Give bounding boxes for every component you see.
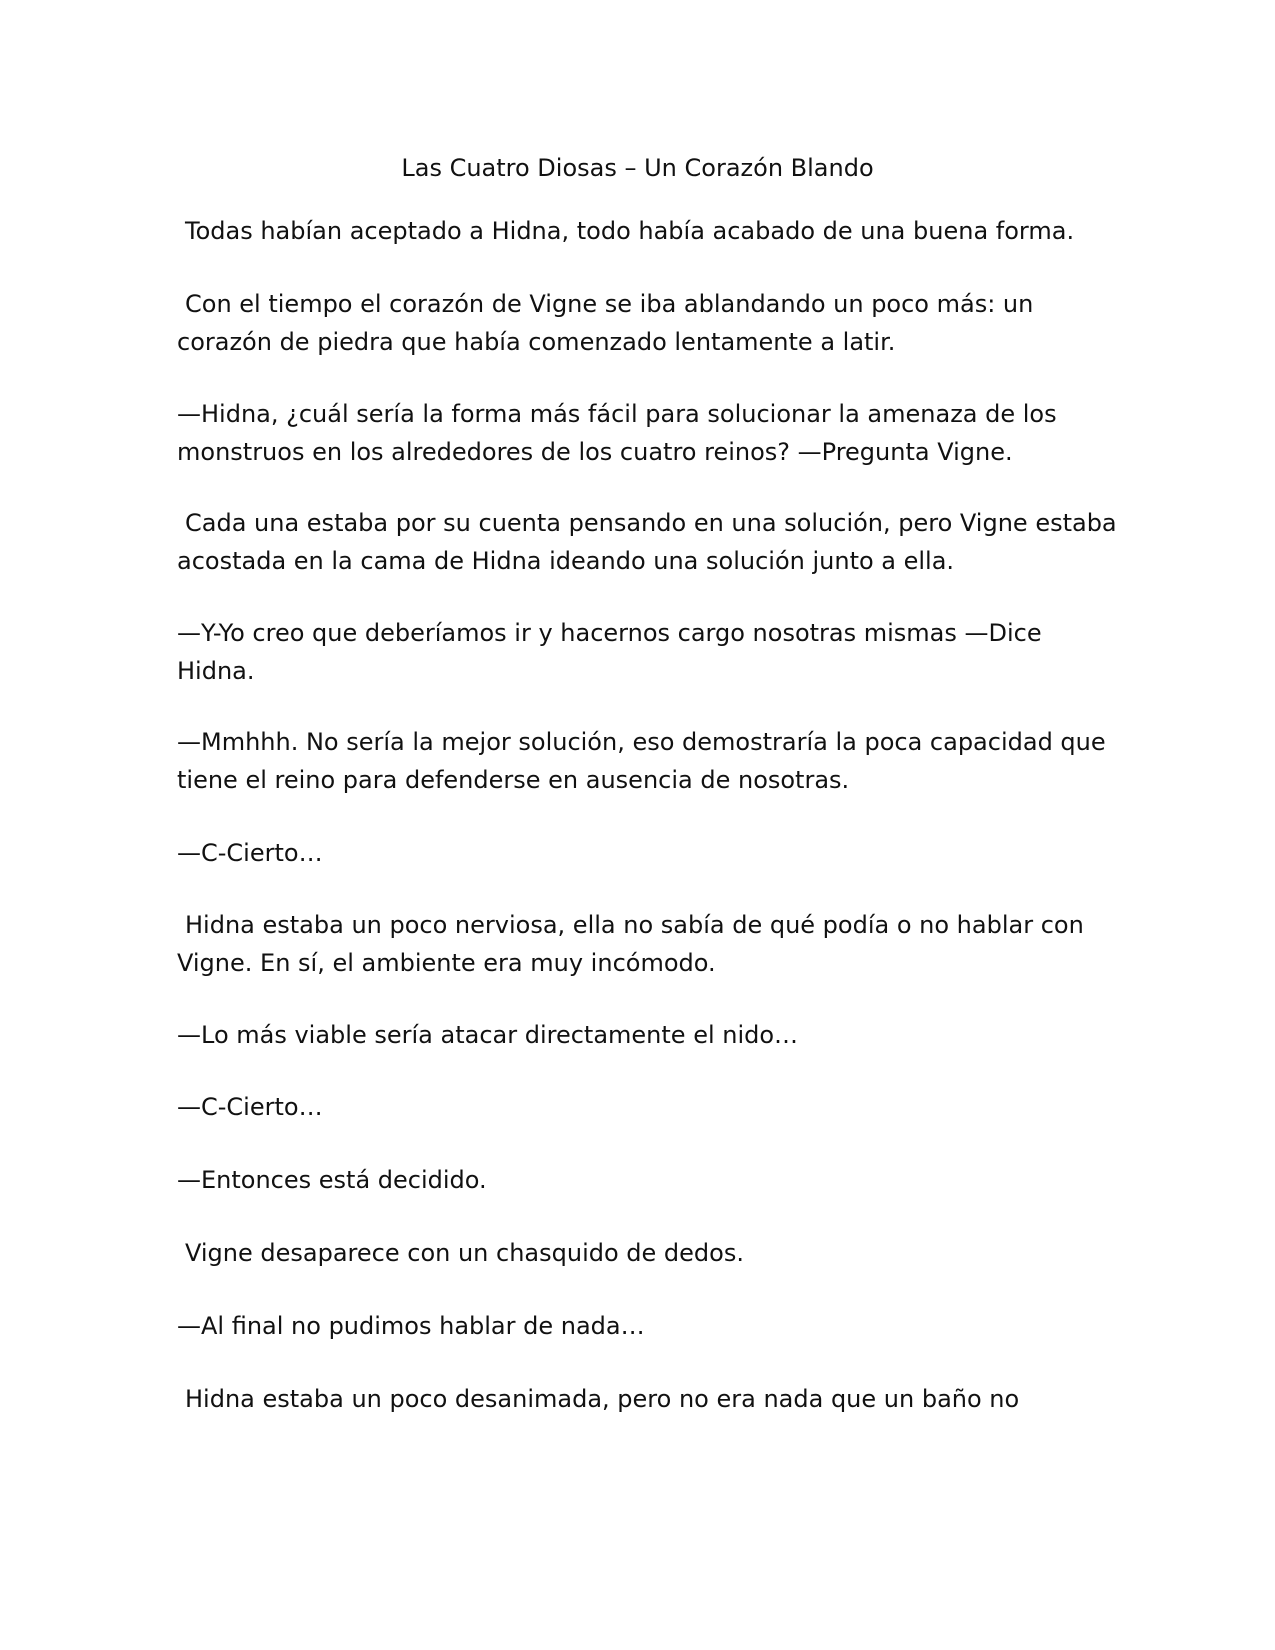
paragraph	[177, 212, 1107, 250]
paragraph	[177, 504, 1117, 580]
paragraph-line: Hidna estaba un poco nerviosa, ella no sabía de qué podía o no hablar con	[185, 911, 1084, 939]
paragraph	[177, 395, 1107, 471]
paragraph-line: Vigne desaparece con un chasquido de dedos.	[185, 1239, 744, 1267]
paragraph-line: acostada en la cama de Hidna ideando una solución junto a ella.	[177, 547, 955, 575]
paragraph	[177, 1307, 1107, 1345]
paragraph-line: —Al final no pudimos hablar de nada…	[177, 1312, 645, 1340]
paragraph	[177, 1016, 1107, 1054]
paragraph-line: —C-Cierto…	[177, 839, 323, 867]
paragraph	[177, 614, 1107, 690]
paragraph-line: corazón de piedra que había comenzado lentamente a latir.	[177, 328, 896, 356]
paragraph-line: Cada una estaba por su cuenta pensando en una solución, pero Vigne estaba	[185, 509, 1117, 537]
paragraph	[177, 1380, 1107, 1418]
paragraph	[177, 1088, 1107, 1126]
paragraph-line: Vigne. En sí, el ambiente era muy incómodo.	[177, 949, 716, 977]
paragraph-line: tiene el reino para defenderse en ausencia de nosotras.	[177, 766, 850, 794]
paragraph-line: —Hidna, ¿cuál sería la forma más fácil para solucionar la amenaza de los	[177, 400, 1057, 428]
paragraph	[177, 285, 1107, 361]
paragraph-line: monstruos en los alrededores de los cuatro reinos? —Pregunta Vigne.	[177, 438, 1013, 466]
paragraph	[177, 1161, 1107, 1199]
document-title: Las Cuatro Diosas – Un Corazón Blando	[401, 154, 874, 182]
paragraph-line: —Mmhhh. No sería la mejor solución, eso demostraría la poca capacidad que	[177, 728, 1106, 756]
paragraph-line: Hidna estaba un poco desanimada, pero no era nada que un baño no	[185, 1385, 1020, 1413]
paragraph-line: —C-Cierto…	[177, 1093, 323, 1121]
paragraph-line: Hidna.	[177, 657, 255, 685]
paragraph-line: —Entonces está decidido.	[177, 1166, 487, 1194]
paragraph-line: —Y-Yo creo que deberíamos ir y hacernos cargo nosotras mismas —Dice	[177, 619, 1042, 647]
paragraph	[177, 834, 1107, 872]
paragraph	[177, 723, 1107, 799]
paragraph	[177, 1234, 1107, 1272]
paragraph-line: —Lo más viable sería atacar directamente el nido…	[177, 1021, 799, 1049]
paragraph	[177, 906, 1107, 982]
paragraph-line: Todas habían aceptado a Hidna, todo había acabado de una buena forma.	[185, 217, 1075, 245]
paragraph-line: Con el tiempo el corazón de Vigne se iba ablandando un poco más: un	[185, 290, 1034, 318]
